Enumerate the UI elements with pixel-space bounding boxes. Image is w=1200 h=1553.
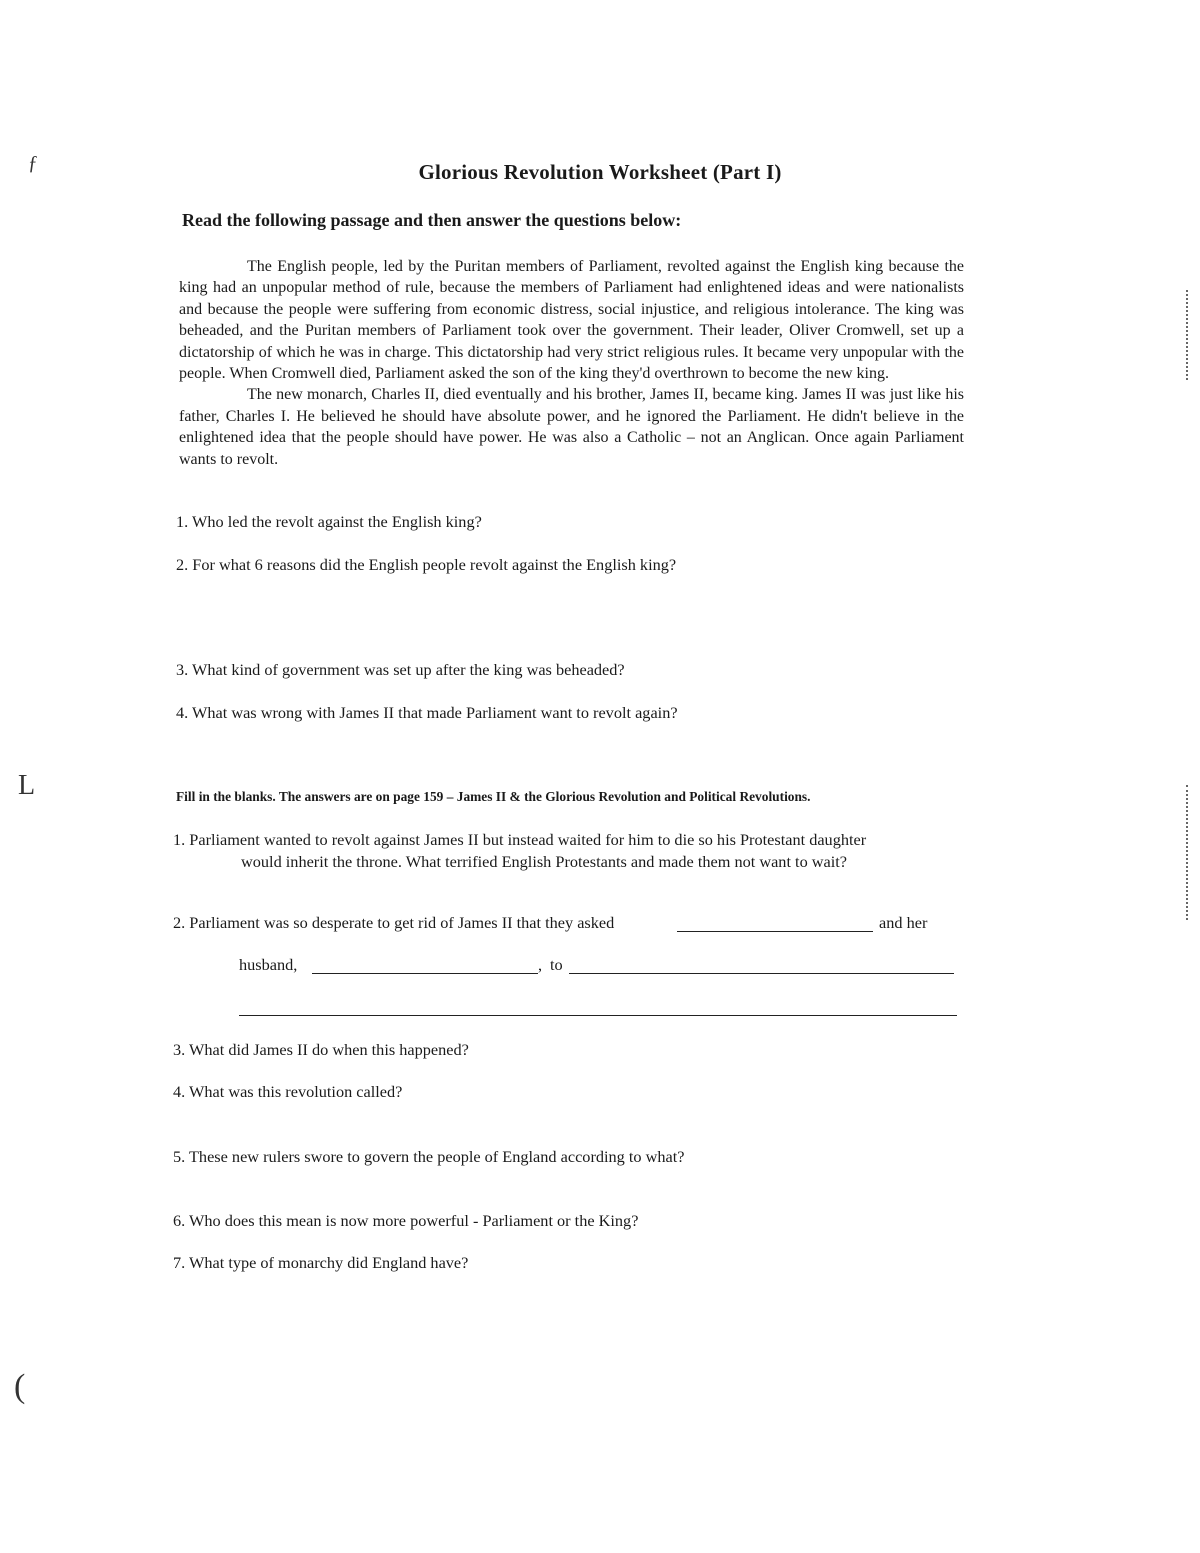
passage-paragraph-2: The new monarch, Charles II, died eventually and his brother, James II, became king. James II was just like his father, Charles I. He believed he should have absolute power, and he ignored the Parliament. He didn't believe in the enlightened idea that the people should have power. He was also a Catholic – not an Anglican. Once again Parliament wants to revolt.: [179, 386, 964, 468]
fill-in-header: Fill in the blanks. The answers are on page 159 – James II & the Glorious Revolution and Political Revolutions.: [176, 789, 811, 804]
question-3: 3. What kind of government was set up after the king was beheaded?: [176, 660, 625, 679]
fill-question-2-and-her: and her: [879, 913, 928, 932]
fill-question-1-line-1: 1. Parliament wanted to revolt against James II but instead waited for him to die so his Protestant daughter: [173, 830, 867, 849]
fill-question-2-start: 2. Parliament was so desperate to get rid of James II that they asked: [173, 913, 615, 932]
scan-mark-middle: L: [18, 770, 36, 801]
reading-passage: [179, 256, 964, 470]
scan-dots-right-1: [1186, 290, 1190, 380]
fill-question-2-husband: husband,: [239, 955, 298, 974]
fill-question-4: 4. What was this revolution called?: [173, 1082, 403, 1101]
blank-daughter[interactable]: [677, 931, 873, 932]
scan-dots-right-2: [1186, 785, 1190, 920]
blank-husband[interactable]: [312, 973, 538, 974]
fill-question-2-comma: ,: [538, 955, 543, 974]
fill-question-3: 3. What did James II do when this happened?: [173, 1040, 469, 1059]
question-2: 2. For what 6 reasons did the English people revolt against the English king?: [176, 555, 677, 574]
passage-paragraph-1: The English people, led by the Puritan members of Parliament, revolted against the English king because the king had an unpopular method of rule, because the members of Parliament had enlightened ideas and were nationalists and because the people were suffering from economic distress, social injustice, and religious intolerance. The king was beheaded, and the Puritan members of Parliament took over the government. Their leader, Oliver Cromwell, set up a dictatorship of which he was in charge. This dictatorship had very strict religious rules. It became very unpopular with the people. When Cromwell died, Parliament asked the son of the king they'd overthrown to become the new king.: [179, 258, 964, 383]
worksheet-title: Glorious Revolution Worksheet (Part I): [418, 160, 782, 184]
fill-question-1-line-2: would inherit the throne. What terrified English Protestants and made them not want to wait?: [241, 852, 848, 871]
blank-to[interactable]: [569, 973, 954, 974]
question-4: 4. What was wrong with James II that made Parliament want to revolt again?: [176, 703, 678, 722]
scan-mark-bottom: (: [14, 1368, 26, 1405]
instructions: Read the following passage and then answer the questions below:: [182, 210, 682, 230]
fill-question-5: 5. These new rulers swore to govern the people of England according to what?: [173, 1147, 685, 1166]
fill-question-1: [173, 829, 973, 873]
fill-question-2-to: to: [550, 955, 563, 974]
fill-question-7: 7. What type of monarchy did England have?: [173, 1253, 469, 1272]
scan-mark-top: ƒ: [28, 152, 38, 174]
fill-question-6: 6. Who does this mean is now more powerful - Parliament or the King?: [173, 1211, 639, 1230]
question-1: 1. Who led the revolt against the English king?: [176, 512, 482, 531]
blank-continuation[interactable]: [239, 1015, 957, 1016]
